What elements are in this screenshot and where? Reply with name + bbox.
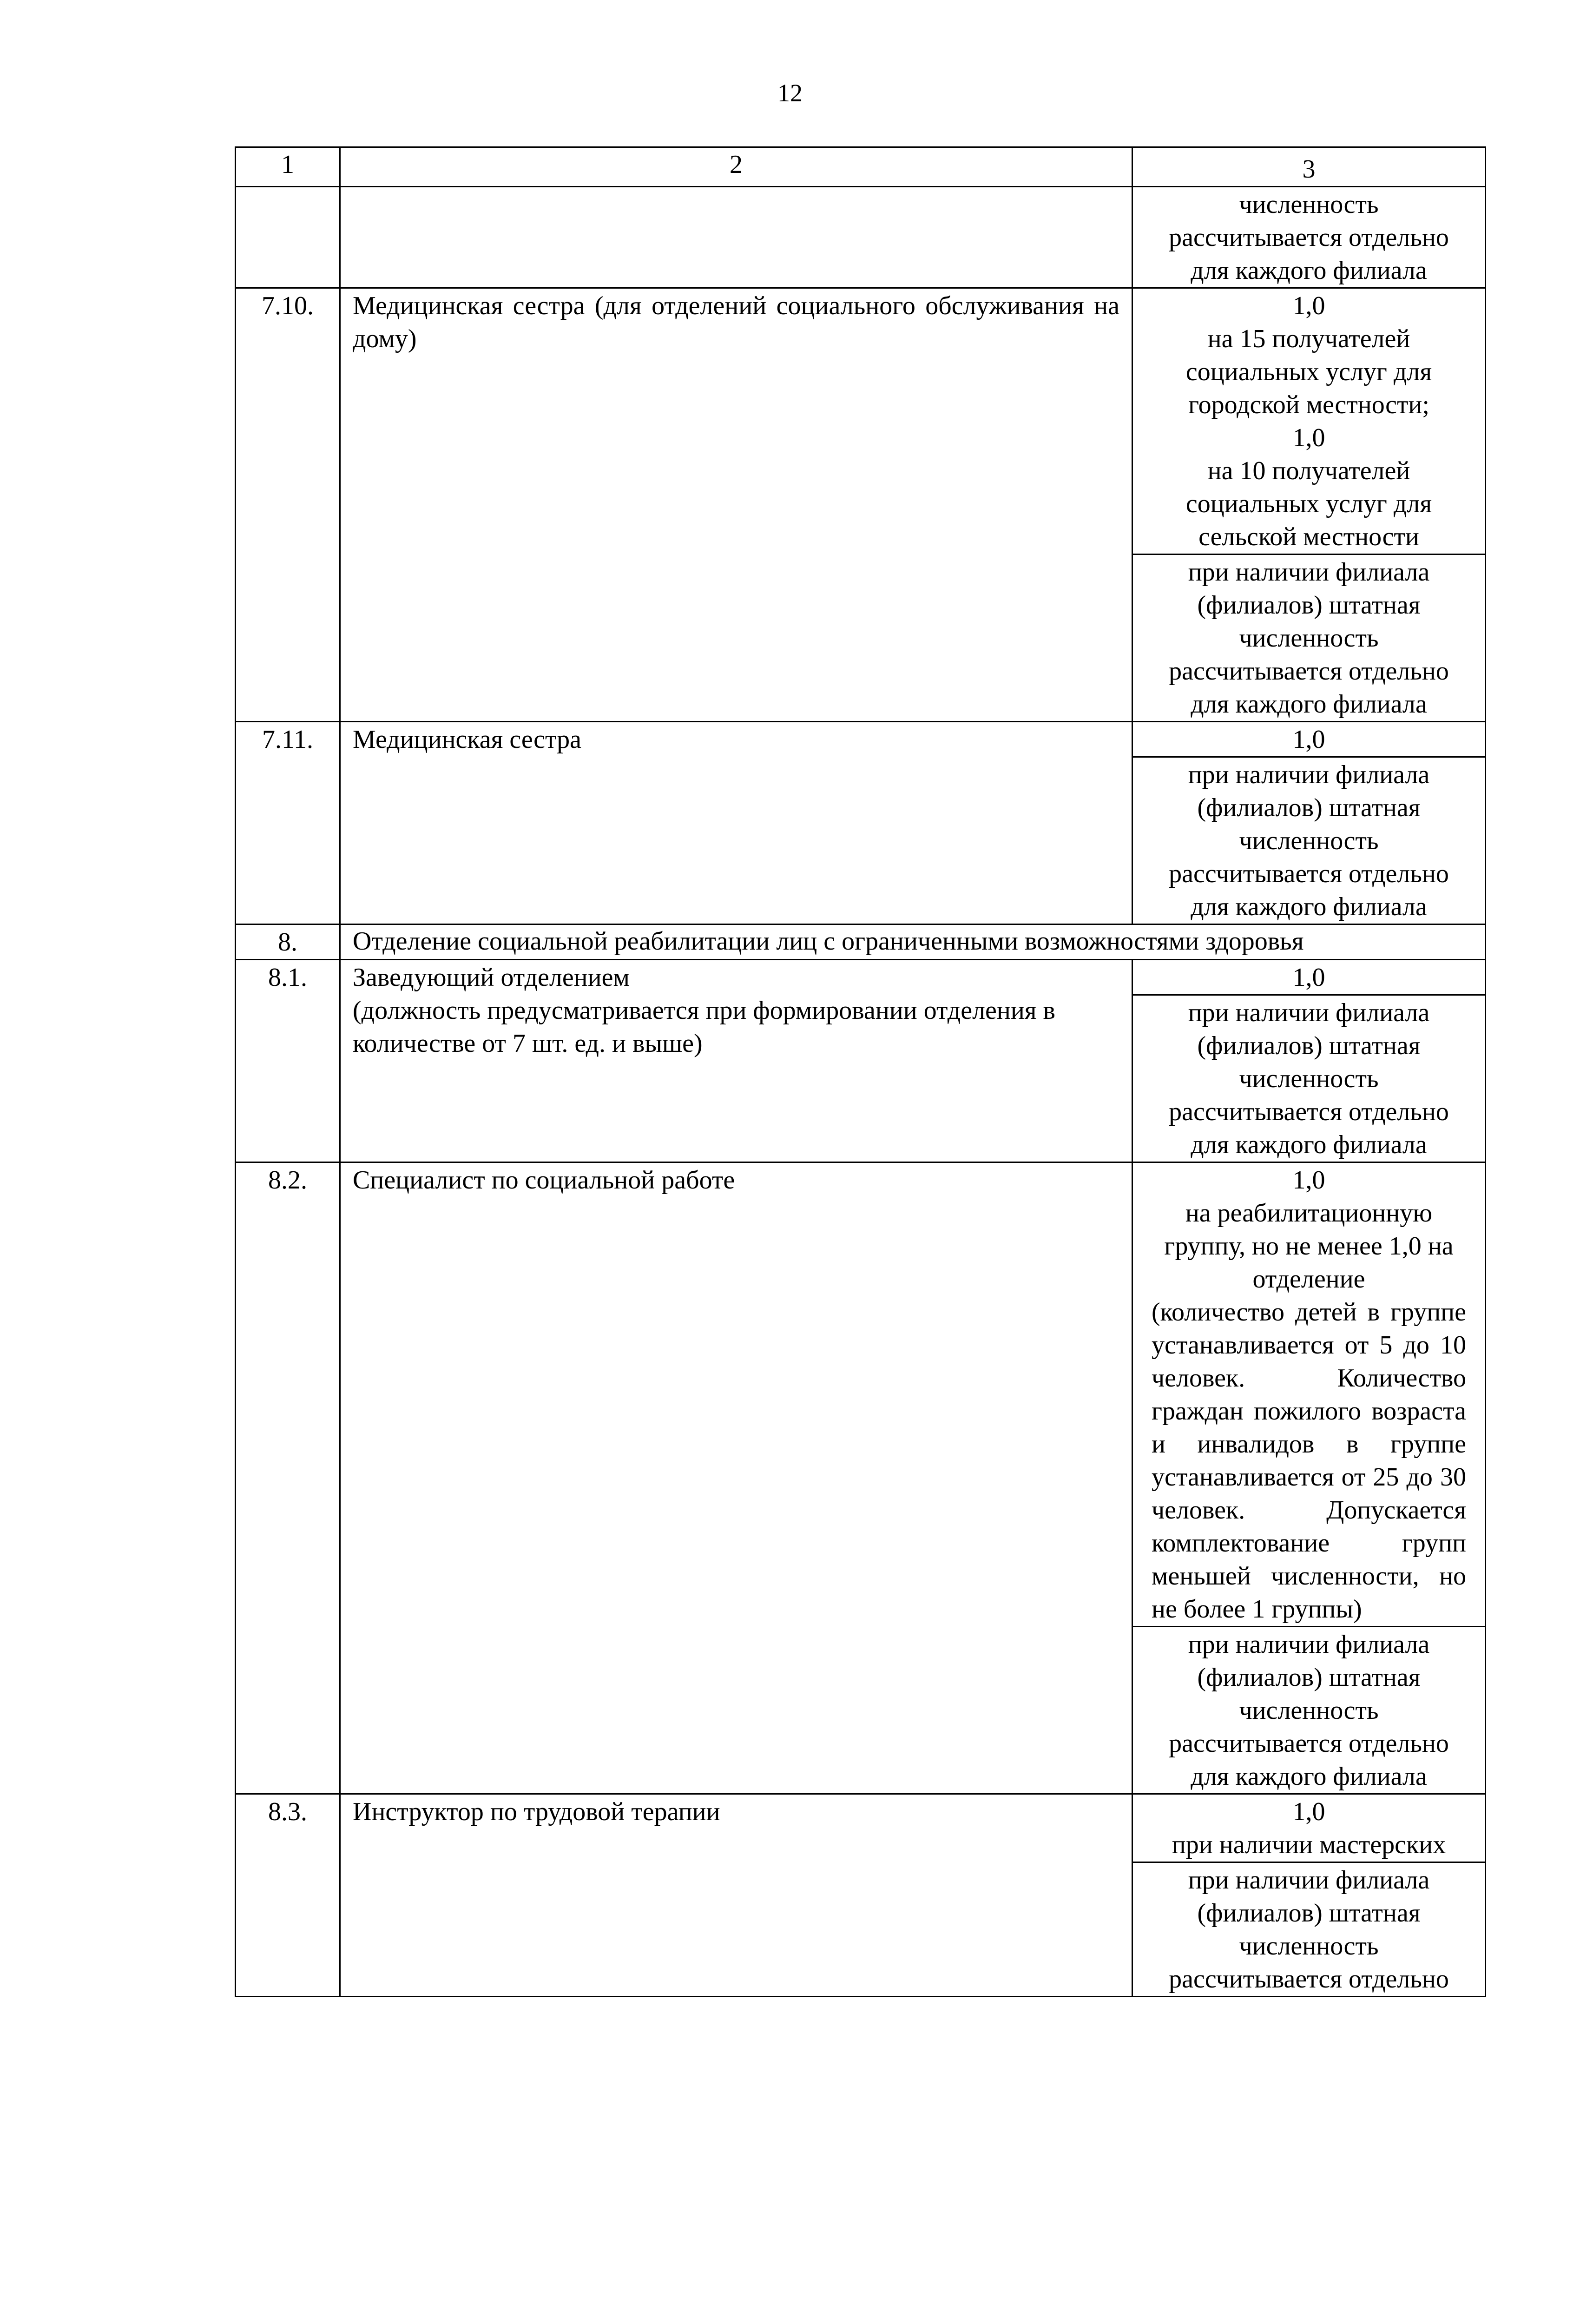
table-row-8-1 bbox=[236, 960, 1486, 1162]
header-col-3: 3 bbox=[1132, 147, 1486, 187]
note-line: (филиалов) штатная bbox=[1197, 793, 1421, 822]
row-number: 8.3. bbox=[236, 1794, 340, 1997]
note-line: для каждого филиала bbox=[1191, 256, 1427, 285]
note-line: численность bbox=[1239, 826, 1379, 855]
table-row-8-3 bbox=[236, 1794, 1486, 1997]
note-line: численность bbox=[1239, 624, 1379, 653]
note-line: численность bbox=[1239, 1932, 1379, 1961]
note-line: при наличии филиала bbox=[1188, 1866, 1430, 1895]
note-line: при наличии филиала bbox=[1188, 1630, 1430, 1659]
row-position bbox=[340, 960, 1132, 1162]
note-line: рассчитывается отдельно bbox=[1169, 1965, 1449, 1994]
row-value bbox=[1132, 1162, 1486, 1794]
norm-line: на реабилитационную bbox=[1185, 1199, 1433, 1228]
row-value bbox=[1132, 722, 1486, 924]
norm-line: 1,0 bbox=[1292, 1797, 1325, 1826]
row-position bbox=[340, 187, 1132, 288]
norm-line: при наличии мастерских bbox=[1172, 1830, 1446, 1859]
note-line: (филиалов) штатная bbox=[1197, 1899, 1421, 1928]
norm-line: 1,0 bbox=[1292, 1166, 1325, 1195]
note-line: для каждого филиала bbox=[1191, 892, 1427, 921]
row-number bbox=[236, 187, 340, 288]
row-position: Медицинская сестра (для отделений социального обслуживания на дому) bbox=[340, 288, 1132, 722]
norm-line: на 10 получателей bbox=[1207, 456, 1410, 485]
norm-line: 1,0 bbox=[1292, 423, 1325, 452]
row-value bbox=[1132, 960, 1486, 1162]
note-line: рассчитывается отдельно bbox=[1169, 859, 1449, 888]
norm-line: на 15 получателей bbox=[1207, 324, 1410, 353]
note-line: при наличии филиала bbox=[1188, 998, 1430, 1027]
row-number: 7.11. bbox=[236, 722, 340, 924]
staff-norm bbox=[1133, 722, 1485, 756]
section-title: Отделение социальной реабилитации лиц с ограниченными возможностями здоровья bbox=[340, 924, 1486, 960]
note-line: при наличии филиала bbox=[1188, 760, 1430, 789]
norm-line: социальных услуг для bbox=[1185, 357, 1432, 386]
staff-norm bbox=[1133, 1795, 1485, 1862]
note-line: при наличии филиала bbox=[1188, 558, 1430, 587]
row-position: Инструктор по трудовой терапии bbox=[340, 1794, 1132, 1997]
note-line: (филиалов) штатная bbox=[1197, 1031, 1421, 1060]
norm-line: 1,0 bbox=[1292, 725, 1325, 754]
table-row-continuation bbox=[236, 187, 1486, 288]
staff-norm bbox=[1133, 289, 1485, 554]
norm-line: 1,0 bbox=[1292, 291, 1325, 320]
note-line: численность bbox=[1239, 190, 1379, 219]
row-position: Специалист по социальной работе bbox=[340, 1162, 1132, 1794]
branch-note bbox=[1133, 1862, 1485, 1996]
staff-norm bbox=[1133, 960, 1485, 994]
branch-note bbox=[1133, 554, 1485, 721]
page-number: 12 bbox=[777, 79, 803, 107]
branch-note bbox=[1133, 756, 1485, 924]
position-title: Заведующий отделением bbox=[353, 963, 630, 992]
table-row-7-11 bbox=[236, 722, 1486, 924]
header-col-1: 1 bbox=[236, 147, 340, 187]
row-number: 7.10. bbox=[236, 288, 340, 722]
header-col-2: 2 bbox=[340, 147, 1132, 187]
branch-note bbox=[1133, 994, 1485, 1162]
row-number: 8.2. bbox=[236, 1162, 340, 1794]
note-line: рассчитывается отдельно bbox=[1169, 223, 1449, 252]
note-line: численность bbox=[1239, 1696, 1379, 1725]
row-number: 8.1. bbox=[236, 960, 340, 1162]
note-line: рассчитывается отдельно bbox=[1169, 1097, 1449, 1126]
note-line: численность bbox=[1239, 1064, 1379, 1093]
note-line: (филиалов) штатная bbox=[1197, 591, 1421, 620]
norm-line: отделение bbox=[1252, 1265, 1365, 1294]
branch-note bbox=[1133, 187, 1485, 287]
norm-line: городской местности; bbox=[1188, 390, 1429, 419]
norm-line: сельской местности bbox=[1198, 522, 1419, 551]
table-row-7-10 bbox=[236, 288, 1486, 722]
note-line: рассчитывается отдельно bbox=[1169, 1729, 1449, 1758]
row-position: Медицинская сестра bbox=[340, 722, 1132, 924]
norm-line: социальных услуг для bbox=[1185, 489, 1432, 518]
table-header-row bbox=[236, 147, 1486, 187]
row-value bbox=[1132, 187, 1486, 288]
branch-note bbox=[1133, 1626, 1485, 1793]
note-line: (филиалов) штатная bbox=[1197, 1663, 1421, 1692]
note-line: рассчитывается отдельно bbox=[1169, 657, 1449, 686]
staff-norm bbox=[1133, 1163, 1485, 1626]
norm-line: 1,0 bbox=[1292, 963, 1325, 992]
note-line: для каждого филиала bbox=[1191, 1130, 1427, 1159]
row-number: 8. bbox=[236, 924, 340, 960]
table-row-section-8 bbox=[236, 924, 1486, 960]
staffing-table bbox=[235, 146, 1486, 1997]
note-line: для каждого филиала bbox=[1191, 1762, 1427, 1791]
note-line: для каждого филиала bbox=[1191, 690, 1427, 719]
row-value bbox=[1132, 288, 1486, 722]
position-note: (должность предусматривается при формировании отделения в количестве от 7 шт. ед. и выше) bbox=[353, 996, 1055, 1058]
table-row-8-2 bbox=[236, 1162, 1486, 1794]
norm-line: группу, но не менее 1,0 на bbox=[1164, 1232, 1454, 1261]
row-value bbox=[1132, 1794, 1486, 1997]
norm-detail: (количество детей в группе устанавливается от 5 до 10 человек. Количество граждан пожилого возраста и инвалидов в группе устанавливается от 25 до 30 человек. Допускается комплектование групп меньшей численности, но не более 1 группы) bbox=[1152, 1298, 1466, 1624]
